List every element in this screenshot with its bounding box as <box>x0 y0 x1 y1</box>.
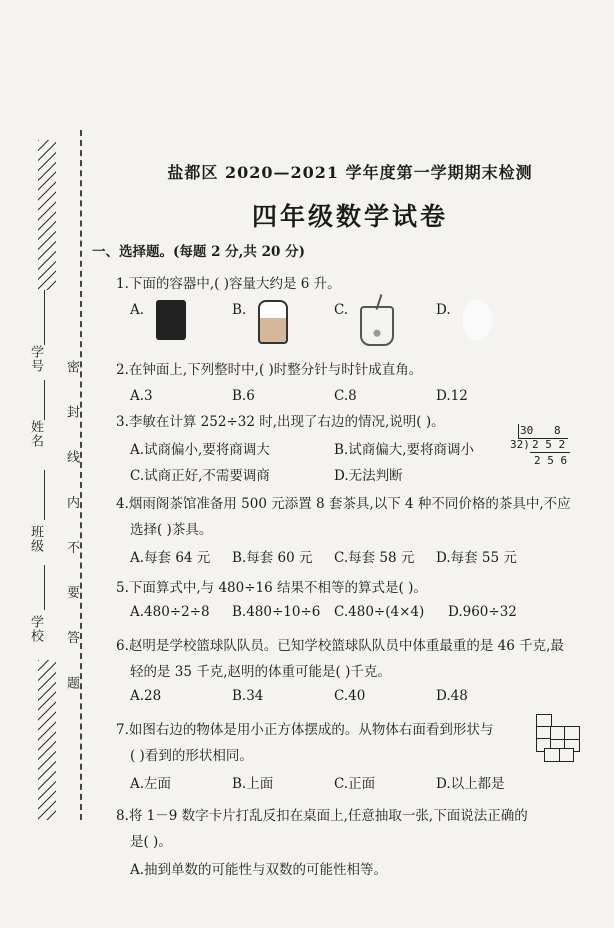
school-blank <box>44 565 46 610</box>
name-blank <box>44 380 46 420</box>
question-2: 2.在钟面上,下列整时中,( )时整分针与时针成直角。 <box>116 362 423 378</box>
q6-option-a: A.28 <box>130 688 162 704</box>
q1-option-d: D. <box>436 302 451 318</box>
question-1: 1.下面的容器中,( )容量大约是 6 升。 <box>116 276 341 292</box>
q4-option-b: B.每套 60 元 <box>232 550 313 566</box>
student-id-label: 学号 <box>28 345 43 373</box>
q1-option-c: C. <box>334 302 349 318</box>
division-top-left: 30 <box>520 424 534 437</box>
division-product: 2 5 6 <box>534 454 568 467</box>
question-7-line2: ( )看到的形状相同。 <box>130 748 253 764</box>
question-3: 3.李敏在计算 252÷32 时,出现了右边的情况,说明( )。 <box>116 414 445 430</box>
q5-option-d: D.960÷32 <box>448 604 517 620</box>
q7-option-b: B.上面 <box>232 776 274 792</box>
bottle-image <box>258 300 288 344</box>
q4-option-d: D.每套 55 元 <box>436 550 517 566</box>
q2-option-b: B.6 <box>232 388 255 404</box>
question-7-line1: 7.如图右边的物体是用小正方体摆成的。从物体右面看到形状与 <box>116 722 494 738</box>
question-6-line2: 轻的是 35 千克,赵明的体重可能是( )千克。 <box>130 664 391 680</box>
q7-option-d: D.以上都是 <box>436 776 505 792</box>
blank-image <box>462 300 492 340</box>
question-4-line1: 4.烟雨阁茶馆准备用 500 元添置 8 套茶具,以下 4 种不同价格的茶具中,不应 <box>116 496 571 512</box>
seal-line <box>80 130 83 820</box>
cube-figure <box>530 712 584 762</box>
exam-header <box>100 160 600 233</box>
binding-hatch-bottom <box>38 660 56 820</box>
exam-subtitle: 盐都区 2020—2021 学年度第一学期期末检测 <box>167 163 533 182</box>
q6-option-c: C.40 <box>334 688 366 704</box>
class-label: 班级 <box>28 525 43 553</box>
question-5: 5.下面算式中,与 480÷16 结果不相等的算式是( )。 <box>116 580 427 596</box>
q5-option-c: C.480÷(4×4) <box>334 604 425 620</box>
q7-option-c: C.正面 <box>334 776 376 792</box>
question-8-line1: 8.将 1－9 数字卡片打乱反扣在桌面上,任意抽取一张,下面说法正确的 <box>116 808 528 824</box>
q5-option-a: A.480÷2÷8 <box>130 604 210 620</box>
q3-option-a: A.试商偏小,要将商调大 <box>130 442 270 458</box>
q3-option-c: C.试商正好,不需要调商 <box>130 468 270 484</box>
division-figure <box>510 424 580 468</box>
q2-option-a: A.3 <box>130 388 153 404</box>
class-blank <box>44 470 46 520</box>
division-dividend: 2 5 2 <box>532 438 566 451</box>
question-6-line1: 6.赵明是学校篮球队队员。已知学校篮球队队员中体重最重的是 46 千克,最 <box>116 638 564 654</box>
q1-option-a: A. <box>130 302 145 318</box>
q2-option-c: C.8 <box>334 388 357 404</box>
section-title: 一、选择题。(每题 2 分,共 20 分) <box>92 244 305 260</box>
division-divisor: 32) <box>510 438 530 451</box>
school-label: 学校 <box>28 615 43 643</box>
q1-option-b: B. <box>232 302 247 318</box>
name-label: 姓名 <box>28 420 43 448</box>
tea-bag-image <box>156 300 186 340</box>
q4-option-c: C.每套 58 元 <box>334 550 415 566</box>
division-top-right: 8 <box>554 424 561 437</box>
seal-line-text: 密 封 线 内 不 要 答 题 <box>64 360 79 703</box>
q6-option-b: B.34 <box>232 688 264 704</box>
q6-option-d: D.48 <box>436 688 468 704</box>
bubble-tea-cup-image <box>360 306 394 346</box>
q2-option-d: D.12 <box>436 388 468 404</box>
q3-option-b: B.试商偏大,要将商调小 <box>334 442 475 458</box>
q8-option-a: A.抽到单数的可能性与双数的可能性相等。 <box>130 862 388 878</box>
q7-option-a: A.左面 <box>130 776 172 792</box>
question-4-line2: 选择( )茶具。 <box>130 522 213 538</box>
question-8-line2: 是( )。 <box>130 834 172 850</box>
q4-option-a: A.每套 64 元 <box>130 550 211 566</box>
q3-option-d: D.无法判断 <box>334 468 403 484</box>
student-id-blank <box>44 290 46 345</box>
exam-title: 四年级数学试卷 <box>251 202 448 231</box>
q5-option-b: B.480÷10÷6 <box>232 604 321 620</box>
binding-hatch-top <box>38 140 56 290</box>
